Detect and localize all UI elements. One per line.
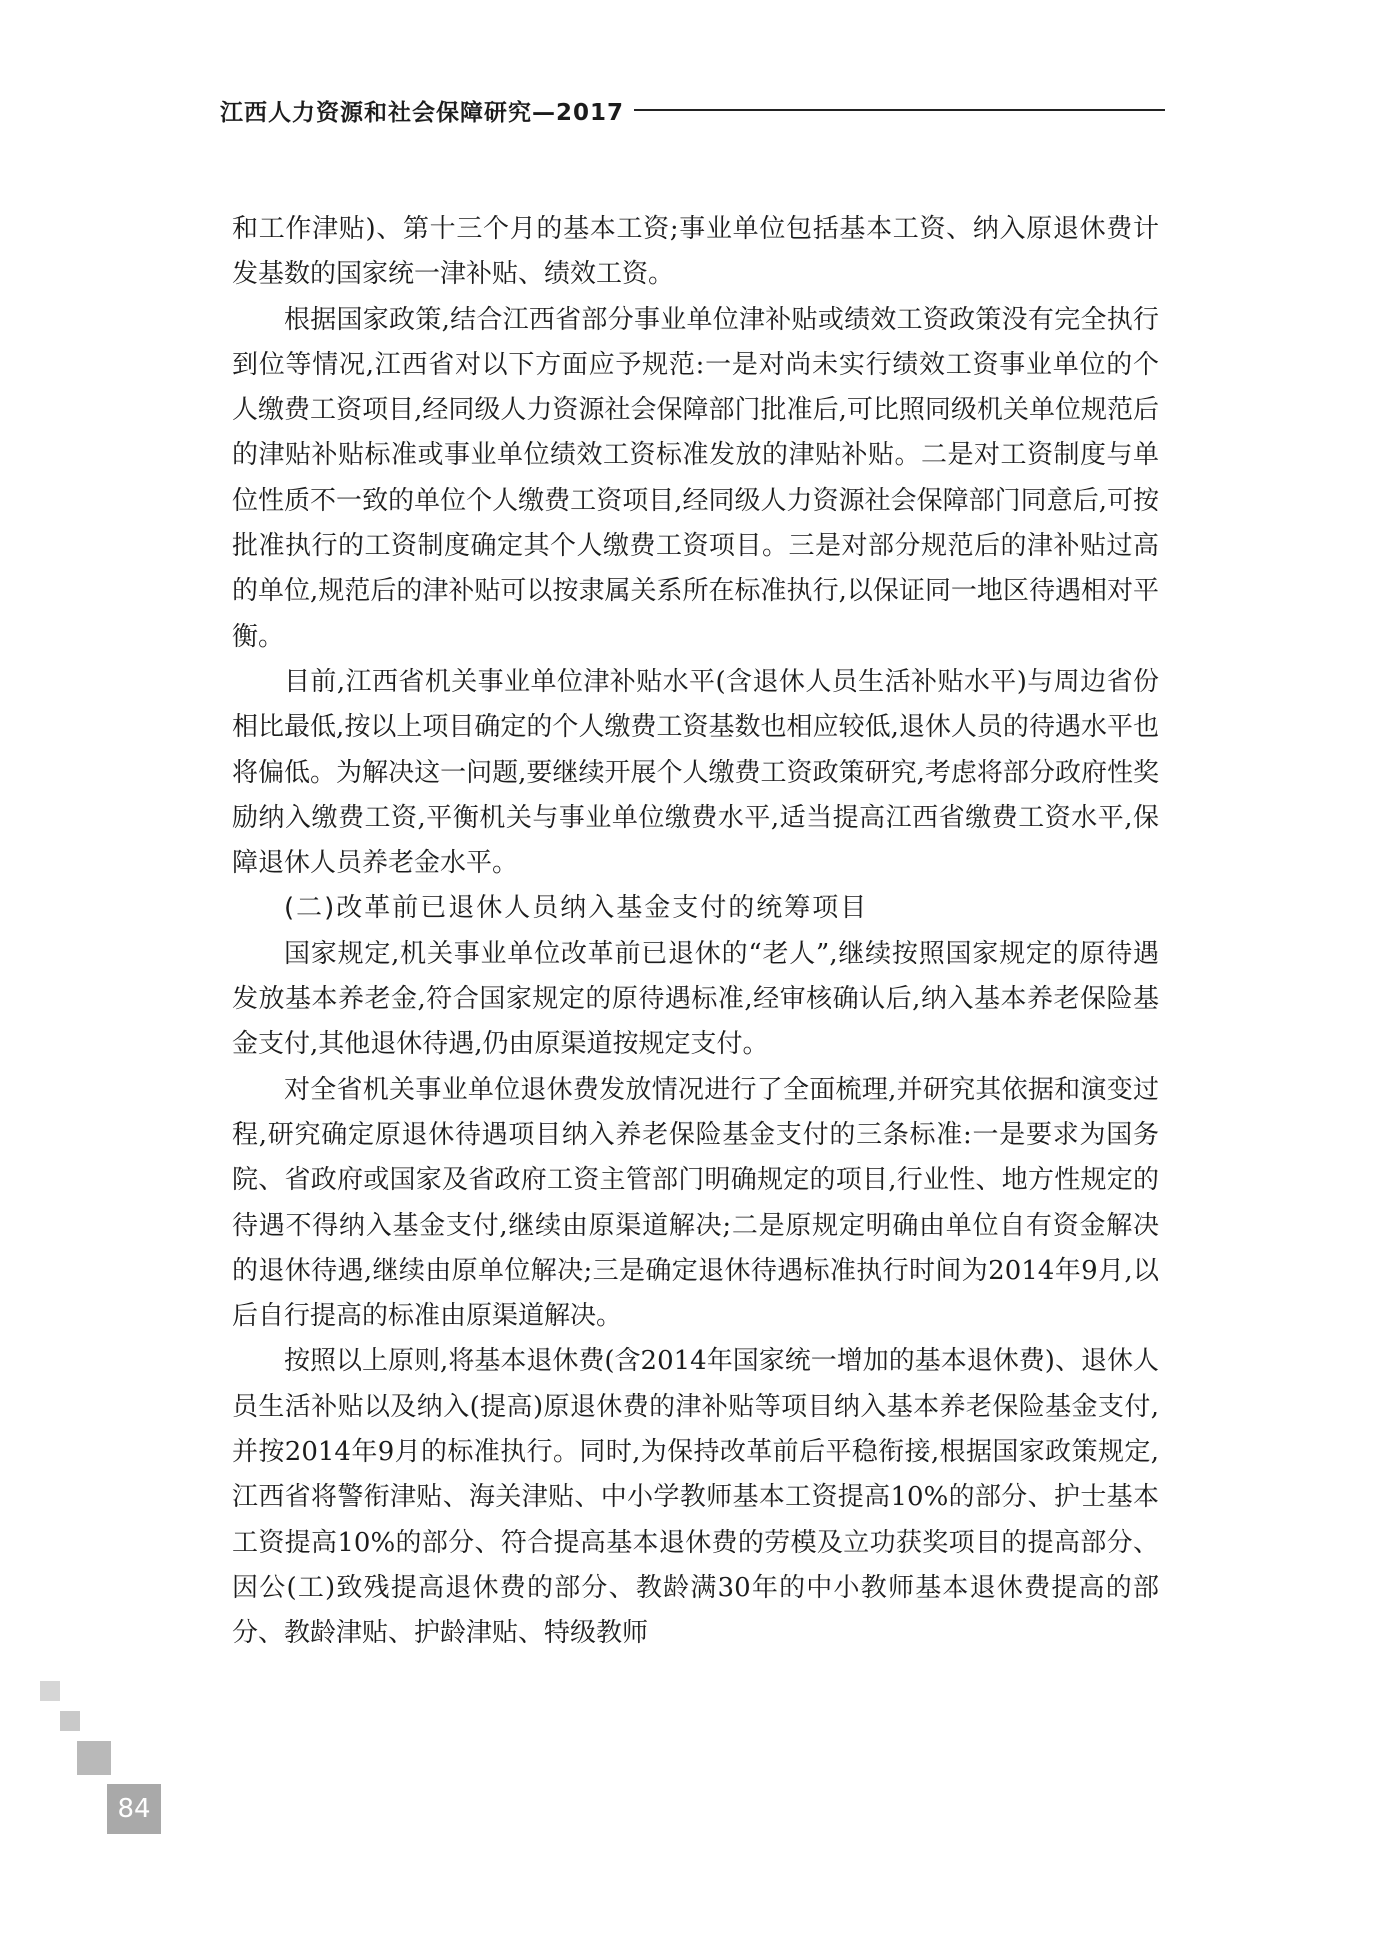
paragraph: 对全省机关事业单位退休费发放情况进行了全面梳理,并研究其依据和演变过程,研究确定原退休待遇项目纳入养老保险基金支付的三条标准:一是要求为国务院、省政府或国家及省政府工资主管部门明确规定的项目,行业性、地方性规定的待遇不得纳入基金支付,继续由原渠道解决;二是原规定明确由单位自有资金解决的退休待遇,继续由原单位解决;三是确定退休待遇标准执行时间为2014年9月,以后自行提高的标准由原渠道解决。 — [232, 1074, 1159, 1332]
page-number: 84 — [107, 1784, 161, 1834]
paragraph: 国家规定,机关事业单位改革前已退休的“老人”,继续按照国家规定的原待遇发放基本养老金,符合国家规定的原待遇标准,经审核确认后,纳入基本养老保险基金支付,其他退休待遇,仍由原渠道按规定支付。 — [232, 938, 1159, 1060]
body-text — [232, 207, 1159, 1657]
paragraph: 和工作津贴)、第十三个月的基本工资;事业单位包括基本工资、纳入原退休费计发基数的国家统一津补贴、绩效工资。 — [232, 214, 1159, 290]
section-subheading: (二)改革前已退休人员纳入基金支付的统筹项目 — [284, 893, 869, 924]
running-header — [220, 92, 1165, 128]
running-header-title: 江西人力资源和社会保障研究—2017 — [220, 99, 625, 126]
paragraph: 按照以上原则,将基本退休费(含2014年国家统一增加的基本退休费)、退休人员生活补贴以及纳入(提高)原退休费的津补贴等项目纳入基本养老保险基金支付,并按2014年9月的标准执行。同时,为保持改革前后平稳衔接,根据国家政策规定,江西省将警衔津贴、海关津贴、中小学教师基本工资提高10%的部分、护士基本工资提高10%的部分、符合提高基本退休费的劳模及立功获奖项目的提高部分、因公(工)致残提高退休费的部分、教龄满30年的中小教师基本退休费提高的部分、教龄津贴、护龄津贴、特级教师 — [232, 1346, 1159, 1649]
decorative-square — [60, 1711, 80, 1731]
paragraph: 根据国家政策,结合江西省部分事业单位津补贴或绩效工资政策没有完全执行到位等情况,江西省对以下方面应予规范:一是对尚未实行绩效工资事业单位的个人缴费工资项目,经同级人力资源社会保障部门批准后,可比照同级机关单位规范后的津贴补贴标准或事业单位绩效工资标准发放的津贴补贴。二是对工资制度与单位性质不一致的单位个人缴费工资项目,经同级人力资源社会保障部门同意后,可按批准执行的工资制度确定其个人缴费工资项目。三是对部分规范后的津补贴过高的单位,规范后的津补贴可以按隶属关系所在标准执行,以保证同一地区待遇相对平衡。 — [232, 304, 1159, 652]
paragraph: 目前,江西省机关事业单位津补贴水平(含退休人员生活补贴水平)与周边省份相比最低,按以上项目确定的个人缴费工资基数也相应较低,退休人员的待遇水平也将偏低。为解决这一问题,要继续开展个人缴费工资政策研究,考虑将部分政府性奖励纳入缴费工资,平衡机关与事业单位缴费水平,适当提高江西省缴费工资水平,保障退休人员养老金水平。 — [232, 666, 1159, 879]
header-rule — [634, 109, 1165, 111]
decorative-square — [40, 1681, 60, 1701]
decorative-square — [77, 1741, 111, 1775]
